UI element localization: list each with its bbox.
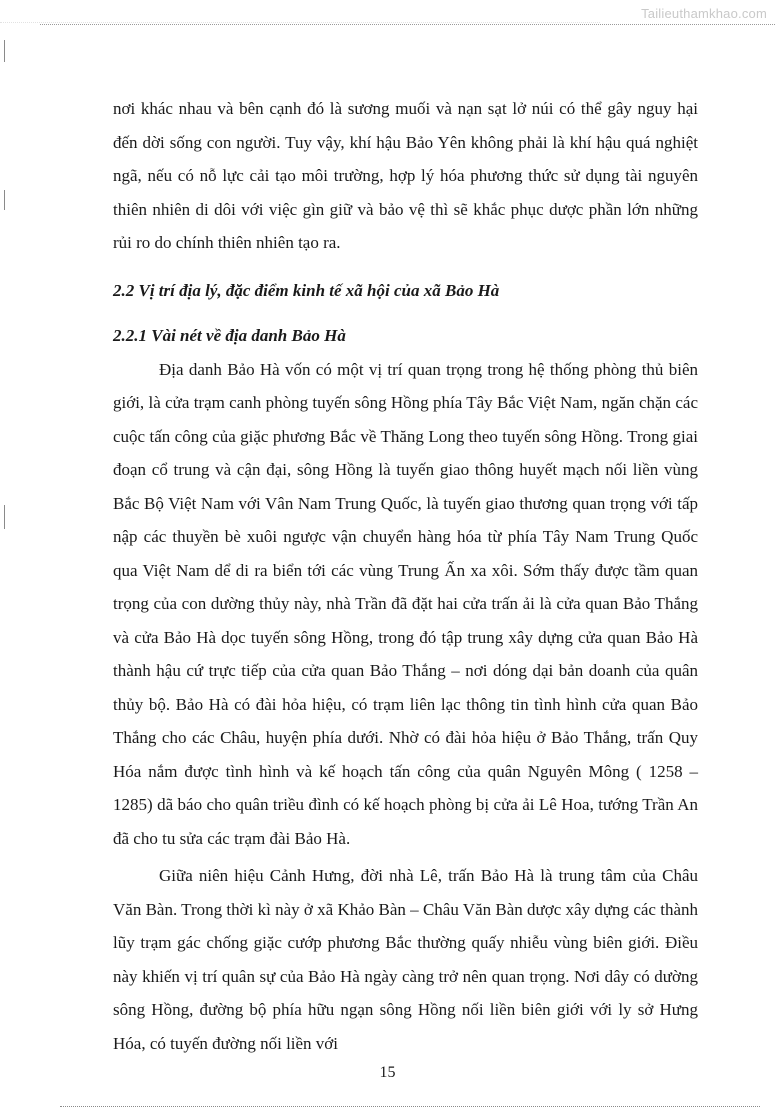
scan-header-noise [0,8,600,23]
scan-margin-mark [4,40,5,62]
page-number: 15 [379,1064,396,1081]
scan-margin-mark [4,190,5,210]
paragraph: Địa danh Bảo Hà vốn có một vị trí quan trọng trong hệ thống phòng thủ biên giới, là cửa trạm canh phòng tuyến sông Hồng phía Tây Bắc Việt Nam, ngăn chặn các cuộc tấn công của giặc phương Bắc về Thăng Long theo tuyến sông Hồng. Trong giai đoạn cổ trung và cận đại, sông Hồng là tuyến giao thông huyết mạch nối liền vùng Bắc Bộ Việt Nam với Vân Nam Trung Quốc, là tuyến giao thương quan trọng với tấp nập các thuyền bè xuôi ngược vận chuyển hàng hóa từ phía Tây Nam Trung Quốc qua Việt Nam dể di ra biển tới các vùng Trung Ấn xa xôi. Sớm thấy được tầm quan trọng của con dường thủy này, nhà Trần đã đặt hai cửa trấn ải là cửa quan Bảo Thắng và cửa Bảo Hà dọc tuyến sông Hồng, trong đó tập trung xây dựng cửa quan Bảo Hà thành hậu cứ trực tiếp của cửa quan Bảo Thắng – nơi dóng dại bản doanh của quân thủy bộ. Bảo Hà có đài hỏa hiệu, có trạm liên lạc thông tin tình hình cửa quan Bảo Thắng cho các Châu, huyện phía dưới. Nhờ có đài hỏa hiệu ở Bảo Thắng, trấn Quy Hóa nắm được tình hình và kế hoạch tấn công của quân Nguyên Mông ( 1258 – 1285) dã báo cho quân triều đình có kế hoạch phòng bị cửa ải Lê Hoa, tướng Trần An đã cho tu sửa các trạm đài Bảo Hà. [113,359,698,848]
subsection-heading: 2.2.1 Vài nét về địa danh Bảo Hà [113,326,346,345]
section-heading: 2.2 Vị trí địa lý, đặc điểm kinh tế xã hội của xã Bảo Hà [113,280,500,300]
scan-margin-mark [4,505,5,529]
footer-rule [60,1106,760,1107]
header-rule [40,24,775,25]
watermark: Tailieuthamkhao.com [641,6,767,21]
paragraph: nơi khác nhau và bên cạnh đó là sương muối và nạn sạt lở núi có thể gây nguy hại đến dời sống con người. Tuy vậy, khí hậu Bảo Yên không phải là khí hậu quá nghiệt ngã, nếu có nỗ lực cải tạo môi trường, hợp lý hóa phương thức sử dụng tài nguyên thiên nhiên di dôi với việc gìn giữ và bảo vệ thì sẽ khắc phục dược phần lớn những rủi ro do chính thiên nhiên tạo ra. [113,99,698,252]
document-body [113,92,698,1060]
paragraph: Giữa niên hiệu Cảnh Hưng, đời nhà Lê, trấn Bảo Hà là trung tâm của Châu Văn Bàn. Trong thời kì này ở xã Khảo Bàn – Châu Văn Bàn dược xây dựng các thành lũy trạm gác chống giặc cướp phương Bắc thường quấy nhiễu vùng biên giới. Điều này khiến vị trí quân sự của Bảo Hà ngày càng trở nên quan trọng. Nơi dây có dường sông Hồng, đường bộ phía hữu ngạn sông Hồng nối liền biên giới với ly sở Hưng Hóa, có tuyến đường nối liền với [113,866,698,1053]
